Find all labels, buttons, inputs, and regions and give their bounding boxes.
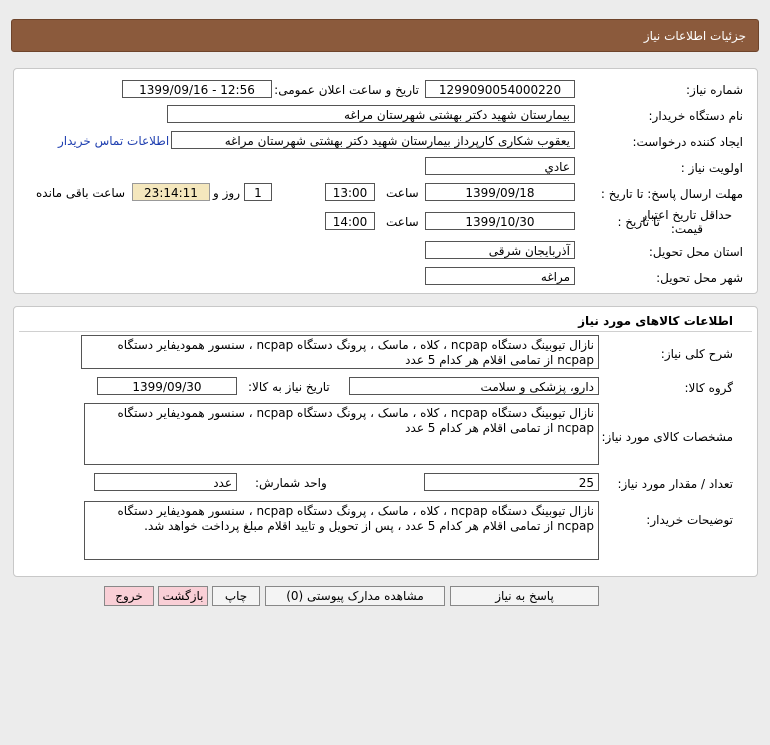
page-title: جزئیات اطلاعات نیاز: [643, 29, 746, 43]
goods-spec-box: [84, 403, 599, 465]
province-label: استان محل تحویل:: [648, 245, 743, 259]
buyer-contact-link[interactable]: اطلاعات تماس خریدار: [58, 134, 170, 148]
need-description-box: [81, 335, 599, 369]
view-attachments-button[interactable]: مشاهده مدارک پیوستی (0): [265, 586, 445, 606]
goods-section-title: اطلاعات کالاهای مورد نیاز: [578, 314, 733, 328]
validity-to-label: تا تاریخ :: [617, 215, 660, 229]
spec-label: مشخصات کالای مورد نیاز:: [601, 430, 733, 444]
spec-line-2: ncpap از تمامی اقلام هر کدام 5 عدد: [405, 421, 594, 435]
goods-group-field: دارو، پزشکی و سلامت: [349, 377, 599, 395]
validity-time-label: ساعت: [386, 215, 419, 229]
spec-line-1: نازال تیوبینگ دستگاه ncpap ، کلاه ، ماسک ، پرونگ دستگاه ncpap ، سنسور همودیفایر دستگاه: [117, 406, 594, 420]
days-label: روز و: [213, 186, 240, 200]
exit-button[interactable]: خروج: [104, 586, 154, 606]
deadline-time-label: ساعت: [386, 186, 419, 200]
desc-line-1: نازال تیوبینگ دستگاه ncpap ، کلاه ، ماسک ، پرونگ دستگاه ncpap ، سنسور همودیفایر دستگاه: [117, 338, 594, 352]
announce-label: تاریخ و ساعت اعلان عمومی:: [274, 83, 419, 97]
group-label: گروه کالا:: [684, 381, 733, 395]
back-button[interactable]: بازگشت: [158, 586, 208, 606]
notes-line-1: نازال تیوبینگ دستگاه ncpap ، کلاه ، ماسک ، پرونگ دستگاه ncpap ، سنسور همودیفایر دستگاه: [117, 504, 594, 518]
page-header: [11, 19, 759, 52]
city-field: مراغه: [425, 267, 575, 285]
need-date-label: تاریخ نیاز به کالا:: [248, 380, 330, 394]
deadline-time-field: 13:00: [325, 183, 375, 201]
buyer-label: نام دستگاه خریدار:: [648, 109, 743, 123]
announce-field: 1399/09/16 - 12:56: [122, 80, 272, 98]
need-number-field: 1299090054000220: [425, 80, 575, 98]
notes-line-2: ncpap از تمامی اقلام هر کدام 5 عدد ، پس از تحویل و تایید اقلام مبلغ پرداخت خواهد شد.: [144, 519, 594, 533]
notes-label: توضیحات خریدار:: [646, 513, 733, 527]
need-date-field: 1399/09/30: [97, 377, 237, 395]
print-button[interactable]: چاپ: [212, 586, 260, 606]
requester-label: ایجاد کننده درخواست:: [632, 135, 743, 149]
deadline-label: مهلت ارسال پاسخ: تا تاریخ :: [600, 187, 743, 201]
validity-time-field: 14:00: [325, 212, 375, 230]
province-field: آذربایجان شرقی: [425, 241, 575, 259]
desc-label: شرح کلی نیاز:: [660, 347, 733, 361]
deadline-date-field: 1399/09/18: [425, 183, 575, 201]
buyer-notes-box: [84, 501, 599, 560]
validity-label-2: قیمت:: [670, 222, 703, 236]
need-info-panel: [13, 68, 758, 294]
validity-label: حداقل تاریخ اعتبار: [641, 208, 732, 222]
qty-field: 25: [424, 473, 599, 491]
section-divider: [19, 331, 752, 332]
reply-button[interactable]: پاسخ به نیاز: [450, 586, 599, 606]
unit-field: عدد: [94, 473, 237, 491]
remaining-label: ساعت باقی مانده: [36, 186, 126, 200]
priority-field: عادي: [425, 157, 575, 175]
validity-date-field: 1399/10/30: [425, 212, 575, 230]
desc-line-2: ncpap از تمامی اقلام هر کدام 5 عدد: [405, 353, 594, 367]
city-label: شهر محل تحویل:: [656, 271, 743, 285]
need-number-label: شماره نیاز:: [686, 83, 743, 97]
priority-label: اولویت نیاز :: [680, 161, 743, 175]
qty-label: تعداد / مقدار مورد نیاز:: [617, 477, 733, 491]
requester-field: یعقوب شکاری کارپرداز بیمارستان شهید دکتر بهشتی شهرستان مراغه: [171, 131, 575, 149]
remaining-time-field: 23:14:11: [132, 183, 210, 201]
buyer-field: بیمارستان شهید دکتر بهشتی شهرستان مراغه: [167, 105, 575, 123]
unit-label: واحد شمارش:: [255, 476, 327, 490]
days-field: 1: [244, 183, 272, 201]
